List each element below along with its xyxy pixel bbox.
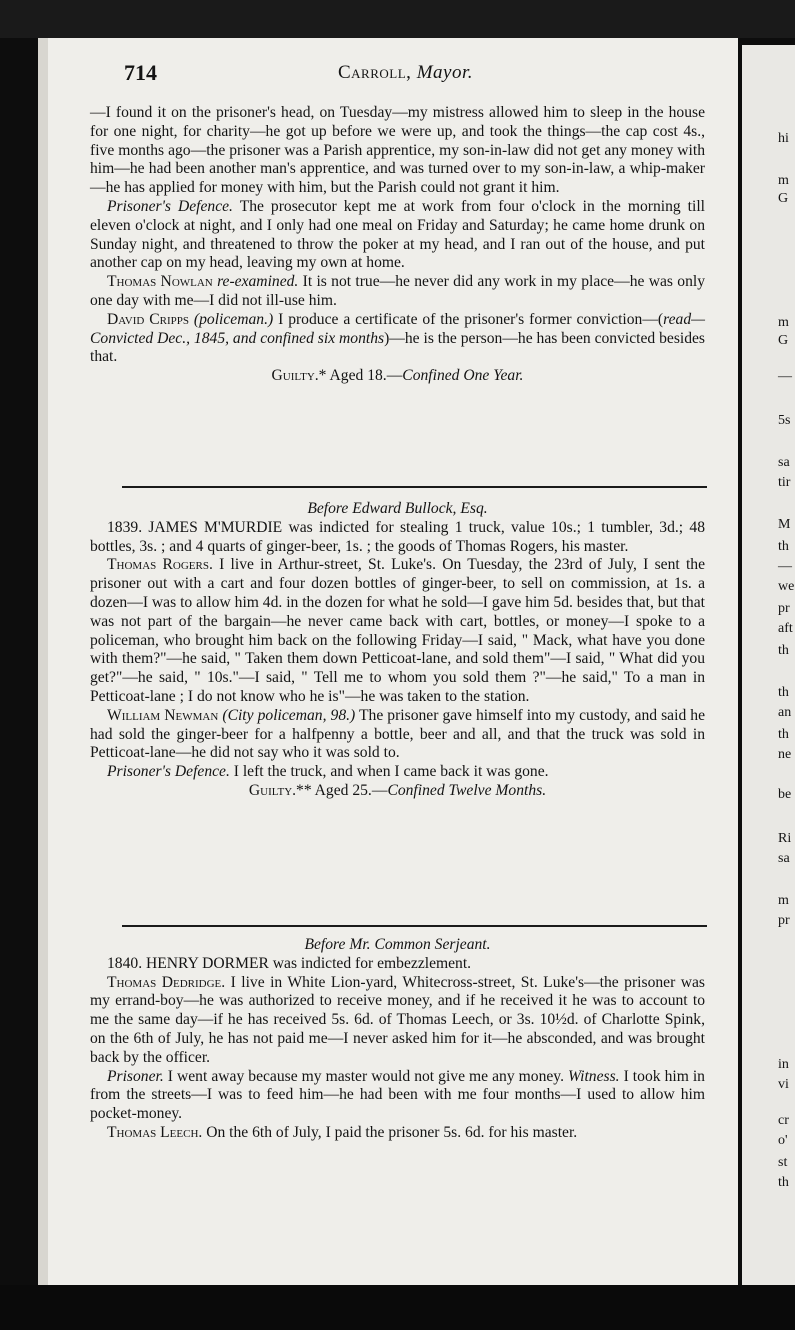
witness-name: Thomas Leech. bbox=[107, 1123, 203, 1141]
facing-page-fragment: m bbox=[778, 893, 789, 908]
indictment-paragraph: 1839. JAMES M'MURDIE was indicted for stealing 1 truck, value 10s.; 1 tumbler, 3d.; 48 bottles, 3s. ; and 4 quarts of ginger-beer, 1s. ; the goods of Thomas Rogers, his master. bbox=[90, 518, 705, 555]
witness-text: It is not true—he never did any work in my place—he was only one day with me—I did not ill-use him. bbox=[90, 273, 705, 309]
witness-name: Thomas Dedridge. bbox=[107, 973, 226, 991]
page-number: 714 bbox=[124, 60, 157, 85]
scan-bottom-border bbox=[0, 1285, 795, 1330]
defence-label: Prisoner's Defence. bbox=[107, 763, 230, 781]
verdict-age: Aged 18.— bbox=[326, 367, 403, 385]
witness-text: I live in White Lion-yard, Whitecross-street, St. Luke's—the prisoner was my errand-boy—he was authorized to receive money, and if he received it he was to account to me the same day—if he has received 5s. 6d. of Thomas Leech, or 3s. 10½d. of Charlotte Spink, on the 6th of July, he has not paid me—I never asked him for it—he absconded, and was brought back by the officer. bbox=[90, 973, 705, 1066]
facing-page-fragment: an bbox=[778, 705, 792, 720]
facing-page-fragment: we bbox=[778, 579, 795, 594]
facing-page-fragment: th bbox=[778, 685, 789, 700]
witness-text: I live in Arthur-street, St. Luke's. On Tuesday, the 23rd of July, I sent the prisoner out with a cart and four dozen bottles of ginger-beer, to sell on commission, at 1s. a dozen—I was to allow him 4d. in the dozen for what he sold—I gave him 5d. besides that, but that was not part of the bargain—he never came back with cart, bottles, or money—I spoke to a policeman, who brought him back on the following Friday—I said, " Mack, what have you done with them?"—he said, " Taken them down Petticoat-lane, and sold them"—I said, " What did you get?"—he said, " 10s."—I said, " Tell me to whom you sold them ?"—he said," To a man in Petticoat-lane ; I do not know who he is"—he was taken to the station. bbox=[90, 556, 705, 705]
section-divider bbox=[122, 486, 707, 488]
testimony-paragraph: —I found it on the prisoner's head, on Tuesday—my mistress allowed him to sleep in the house for one night, for charity—he got up before we were up, and took the things—the cap cost 4s., five months ago—the prisoner was a Parish apprentice, my son-in-law did not get any money with him—he had been another man's apprentice, and was turned over to my son-in-law, a whip-maker—he has applied for money with him, but the Parish could not grant it him. bbox=[90, 104, 705, 197]
facing-page-fragment: — bbox=[778, 559, 792, 574]
judge-heading: Before Mr. Common Serjeant. bbox=[304, 936, 491, 953]
verdict-word: Guilty.* bbox=[271, 367, 327, 385]
facing-page-fragment: cr bbox=[778, 1113, 789, 1128]
facing-page-fragment: Ri bbox=[778, 831, 792, 846]
witness-label: re-examined. bbox=[212, 273, 299, 291]
re-examination-paragraph bbox=[90, 273, 705, 311]
running-head bbox=[338, 62, 473, 84]
prisoner-defence-paragraph bbox=[90, 763, 705, 782]
prosecutor-testimony bbox=[90, 556, 705, 706]
witness-label: Witness. bbox=[563, 1067, 620, 1085]
prosecutor-testimony bbox=[90, 974, 705, 1068]
facing-page-fragment: sa bbox=[778, 851, 790, 866]
case-1839 bbox=[90, 500, 705, 801]
verdict-line bbox=[90, 367, 705, 386]
facing-page-edge bbox=[742, 45, 795, 1285]
section-divider bbox=[122, 925, 707, 927]
verdict-line bbox=[90, 782, 705, 801]
facing-page-fragment: G bbox=[778, 191, 789, 206]
leech-testimony bbox=[90, 1124, 705, 1143]
facing-page-fragment: M bbox=[778, 517, 791, 532]
page-gutter bbox=[38, 38, 48, 1288]
policeman-testimony bbox=[90, 707, 705, 763]
facing-page-fragment: in bbox=[778, 1057, 789, 1072]
prisoner-text: I went away because my master would not give me any money. bbox=[163, 1067, 564, 1085]
case-section-continuation bbox=[90, 104, 705, 386]
facing-page-fragment: m bbox=[778, 173, 789, 188]
witness-name: William Newman bbox=[107, 706, 219, 724]
witness-text: I produce a certificate of the prisoner's former conviction—( bbox=[273, 310, 664, 328]
facing-page-fragment: m bbox=[778, 315, 789, 330]
defence-text: The prosecutor kept me at work from four o'clock in the morning till eleven o'clock at night, and I only had one meal on Friday and Saturday; he came home drunk on Sunday night, and threatened to throw the poker at my head, and I ran out of the house, and put another cap on my head, leaving my own at home. bbox=[90, 197, 705, 272]
scan-top-border bbox=[0, 0, 795, 38]
running-head-title: Mayor. bbox=[416, 62, 473, 83]
running-head-name: Carroll, bbox=[338, 62, 412, 83]
facing-page-fragment: th bbox=[778, 1175, 789, 1190]
facing-page-fragment: vi bbox=[778, 1077, 789, 1092]
policeman-paragraph bbox=[90, 311, 705, 367]
facing-page-fragment: be bbox=[778, 787, 792, 802]
facing-page-fragment: 5s bbox=[778, 413, 791, 428]
case-1840 bbox=[90, 936, 705, 1143]
witness-name: Thomas Rogers. bbox=[107, 556, 213, 574]
facing-page-fragment: ne bbox=[778, 747, 792, 762]
witness-label: (City policeman, 98.) bbox=[218, 706, 356, 724]
facing-page-fragment: tir bbox=[778, 475, 791, 490]
facing-page-fragment: th bbox=[778, 727, 789, 742]
facing-page-fragment: th bbox=[778, 643, 789, 658]
conviction-record: read—Convicted Dec., 1845, and confined six months bbox=[90, 310, 705, 347]
facing-page-fragment: — bbox=[778, 369, 792, 384]
facing-page-fragment: hi bbox=[778, 131, 789, 146]
facing-page-fragment: G bbox=[778, 333, 789, 348]
facing-page-fragment: sa bbox=[778, 455, 790, 470]
facing-page-fragment: o' bbox=[778, 1133, 788, 1148]
witness-label: (policeman.) bbox=[189, 310, 274, 328]
witness-name: David Cripps bbox=[107, 310, 190, 328]
facing-page-fragment: th bbox=[778, 539, 789, 554]
witness-text: On the 6th of July, I paid the prisoner 5s. 6d. for his master. bbox=[202, 1123, 578, 1141]
prisoner-label: Prisoner. bbox=[107, 1067, 164, 1085]
verdict-sentence: Confined One Year. bbox=[402, 367, 524, 385]
verdict-age: Aged 25.— bbox=[311, 781, 388, 799]
witness-text-end: )—he is the person—he has been convicted besides that. bbox=[90, 329, 706, 366]
defence-text: I left the truck, and when I came back it was gone. bbox=[229, 763, 549, 781]
verdict-word: Guilty.** bbox=[248, 781, 312, 799]
facing-page-fragment: pr bbox=[778, 913, 790, 928]
facing-page-fragment: pr bbox=[778, 601, 790, 616]
verdict-sentence: Confined Twelve Months. bbox=[387, 781, 547, 799]
witness-text: I took him in from the streets—I was to feed him—he had been with me four months—I used to allow him pocket-money. bbox=[90, 1067, 705, 1123]
prisoner-witness-paragraph bbox=[90, 1068, 705, 1124]
prisoner-defence-paragraph bbox=[90, 198, 705, 273]
defence-label: Prisoner's Defence. bbox=[107, 197, 233, 215]
witness-text: The prisoner gave himself into my custody, and said he had sold the ginger-beer for a halfpenny a bottle, beer and all, and that the truck was sold in Petticoat-lane—he did not say who it was sold to. bbox=[90, 706, 706, 762]
judge-heading: Before Edward Bullock, Esq. bbox=[307, 500, 488, 517]
facing-page-fragment: aft bbox=[778, 621, 793, 636]
facing-page-fragment: st bbox=[778, 1155, 788, 1170]
witness-name: Thomas Nowlan bbox=[107, 273, 213, 291]
indictment-paragraph: 1840. HENRY DORMER was indicted for embezzlement. bbox=[107, 954, 472, 972]
